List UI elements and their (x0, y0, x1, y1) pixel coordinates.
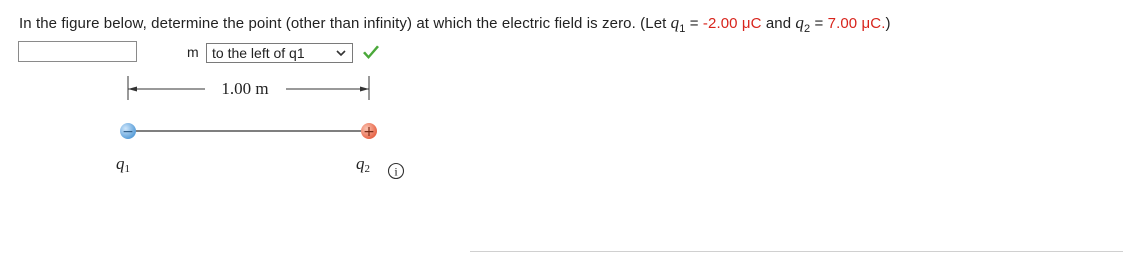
q2-label: q2 (356, 154, 370, 175)
charge-figure (100, 72, 440, 192)
q1-value: -2.00 μC (702, 15, 762, 32)
q2-variable: q (795, 13, 805, 32)
question-text (19, 13, 891, 33)
q1-label: q1 (116, 154, 130, 175)
question-suffix: ) (885, 15, 891, 32)
distance-dimension (128, 76, 369, 100)
unit-label: m (187, 44, 199, 60)
and-word: and (761, 15, 796, 32)
positive-charge-q2 (361, 123, 377, 140)
question-prefix: In the figure below, determine the point (other than infinity) at which the electric field is zero. (Let (19, 15, 671, 32)
plus-icon: + (363, 124, 375, 140)
q2-subscript: 2 (804, 23, 811, 35)
answer-input[interactable] (18, 41, 137, 62)
direction-select-value: to the left of q1 (212, 45, 305, 61)
distance-label: 1.00 m (221, 79, 269, 98)
divider (470, 251, 1123, 252)
q2-value: 7.00 μC. (827, 15, 886, 32)
info-icon-glyph: i (394, 164, 398, 179)
chevron-down-icon (335, 48, 347, 58)
equals-sign: = (685, 15, 703, 32)
q1-variable: q (670, 13, 680, 32)
equals-sign: = (810, 15, 828, 32)
negative-charge-q1 (120, 123, 136, 140)
q1-subscript: 1 (679, 23, 686, 35)
check-icon (361, 44, 381, 62)
direction-select[interactable] (206, 43, 353, 63)
info-icon[interactable] (389, 164, 404, 179)
minus-icon: − (122, 124, 134, 140)
